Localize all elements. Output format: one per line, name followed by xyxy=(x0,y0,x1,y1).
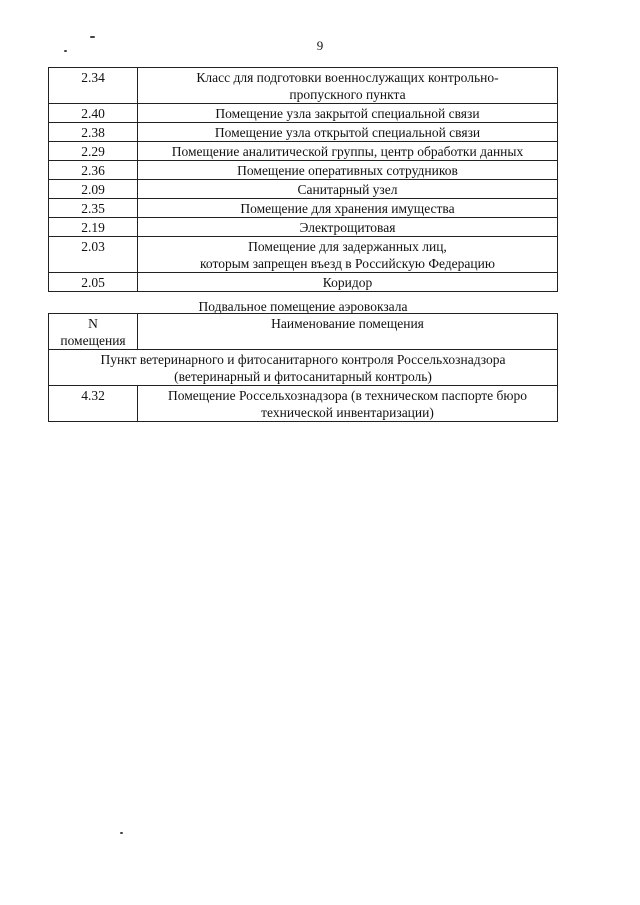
column-header-number-line: помещения xyxy=(60,333,126,348)
group-title-line: Пункт ветеринарного и фитосанитарного контроля Россельхознадзора xyxy=(100,352,506,367)
room-number: 2.35 xyxy=(49,199,138,218)
room-name xyxy=(138,199,558,218)
table-row xyxy=(49,161,558,180)
room-name xyxy=(138,237,558,273)
room-name-line: Помещение для хранения имущества xyxy=(240,201,455,216)
table-row xyxy=(49,237,558,273)
table-row xyxy=(49,218,558,237)
room-name xyxy=(138,104,558,123)
room-name-line: Помещение узла закрытой специальной связи xyxy=(215,106,480,121)
room-number: 2.34 xyxy=(49,68,138,104)
column-header-name: Наименование помещения xyxy=(138,314,558,350)
room-name xyxy=(138,386,558,422)
room-name xyxy=(138,68,558,104)
room-name-line: Помещение аналитической группы, центр обработки данных xyxy=(171,144,524,159)
section-caption: Подвальное помещение аэровокзала xyxy=(198,299,408,314)
group-title xyxy=(49,350,558,386)
room-name-line: которым запрещен въезд в Российскую Федерацию xyxy=(200,256,495,271)
table-row xyxy=(49,180,558,199)
room-name-line: пропускного пункта xyxy=(289,87,406,102)
room-name xyxy=(138,218,558,237)
room-name xyxy=(138,161,558,180)
table-row xyxy=(49,386,558,422)
room-number: 2.40 xyxy=(49,104,138,123)
room-number: 2.19 xyxy=(49,218,138,237)
basement-rooms-table xyxy=(48,313,558,422)
table-row xyxy=(49,68,558,104)
column-header-number xyxy=(49,314,138,350)
scan-speck xyxy=(120,832,123,834)
room-number: 4.32 xyxy=(49,386,138,422)
room-number: 2.36 xyxy=(49,161,138,180)
column-header-number-line: N xyxy=(88,316,98,331)
table-row xyxy=(49,123,558,142)
room-number: 2.09 xyxy=(49,180,138,199)
room-number: 2.03 xyxy=(49,237,138,273)
room-name-line: Санитарный узел xyxy=(297,182,398,197)
room-name-line: Помещение для задержанных лиц, xyxy=(248,239,447,254)
room-name-line: Коридор xyxy=(322,275,373,290)
rooms-table xyxy=(48,67,558,292)
room-name xyxy=(138,273,558,292)
room-name-line: Класс для подготовки военнослужащих контрольно- xyxy=(196,70,499,85)
page-number: 9 xyxy=(316,38,324,53)
room-name-line: Помещение Россельхознадзора (в техническом паспорте бюро xyxy=(168,388,527,403)
room-name xyxy=(138,142,558,161)
table-row xyxy=(49,104,558,123)
table-row xyxy=(49,199,558,218)
room-number: 2.29 xyxy=(49,142,138,161)
table-row xyxy=(49,273,558,292)
table-header-row xyxy=(49,314,558,350)
room-number: 2.05 xyxy=(49,273,138,292)
room-name xyxy=(138,180,558,199)
room-name-line: Помещение оперативных сотрудников xyxy=(237,163,458,178)
table-row xyxy=(49,142,558,161)
room-name xyxy=(138,123,558,142)
group-title-line: (ветеринарный и фитосанитарный контроль) xyxy=(174,369,432,384)
room-name-line: Электрощитовая xyxy=(299,220,396,235)
room-number: 2.38 xyxy=(49,123,138,142)
table-group-row xyxy=(49,350,558,386)
room-name-line: Помещение узла открытой специальной связи xyxy=(214,125,481,140)
room-name-line: технической инвентаризации) xyxy=(261,405,434,420)
